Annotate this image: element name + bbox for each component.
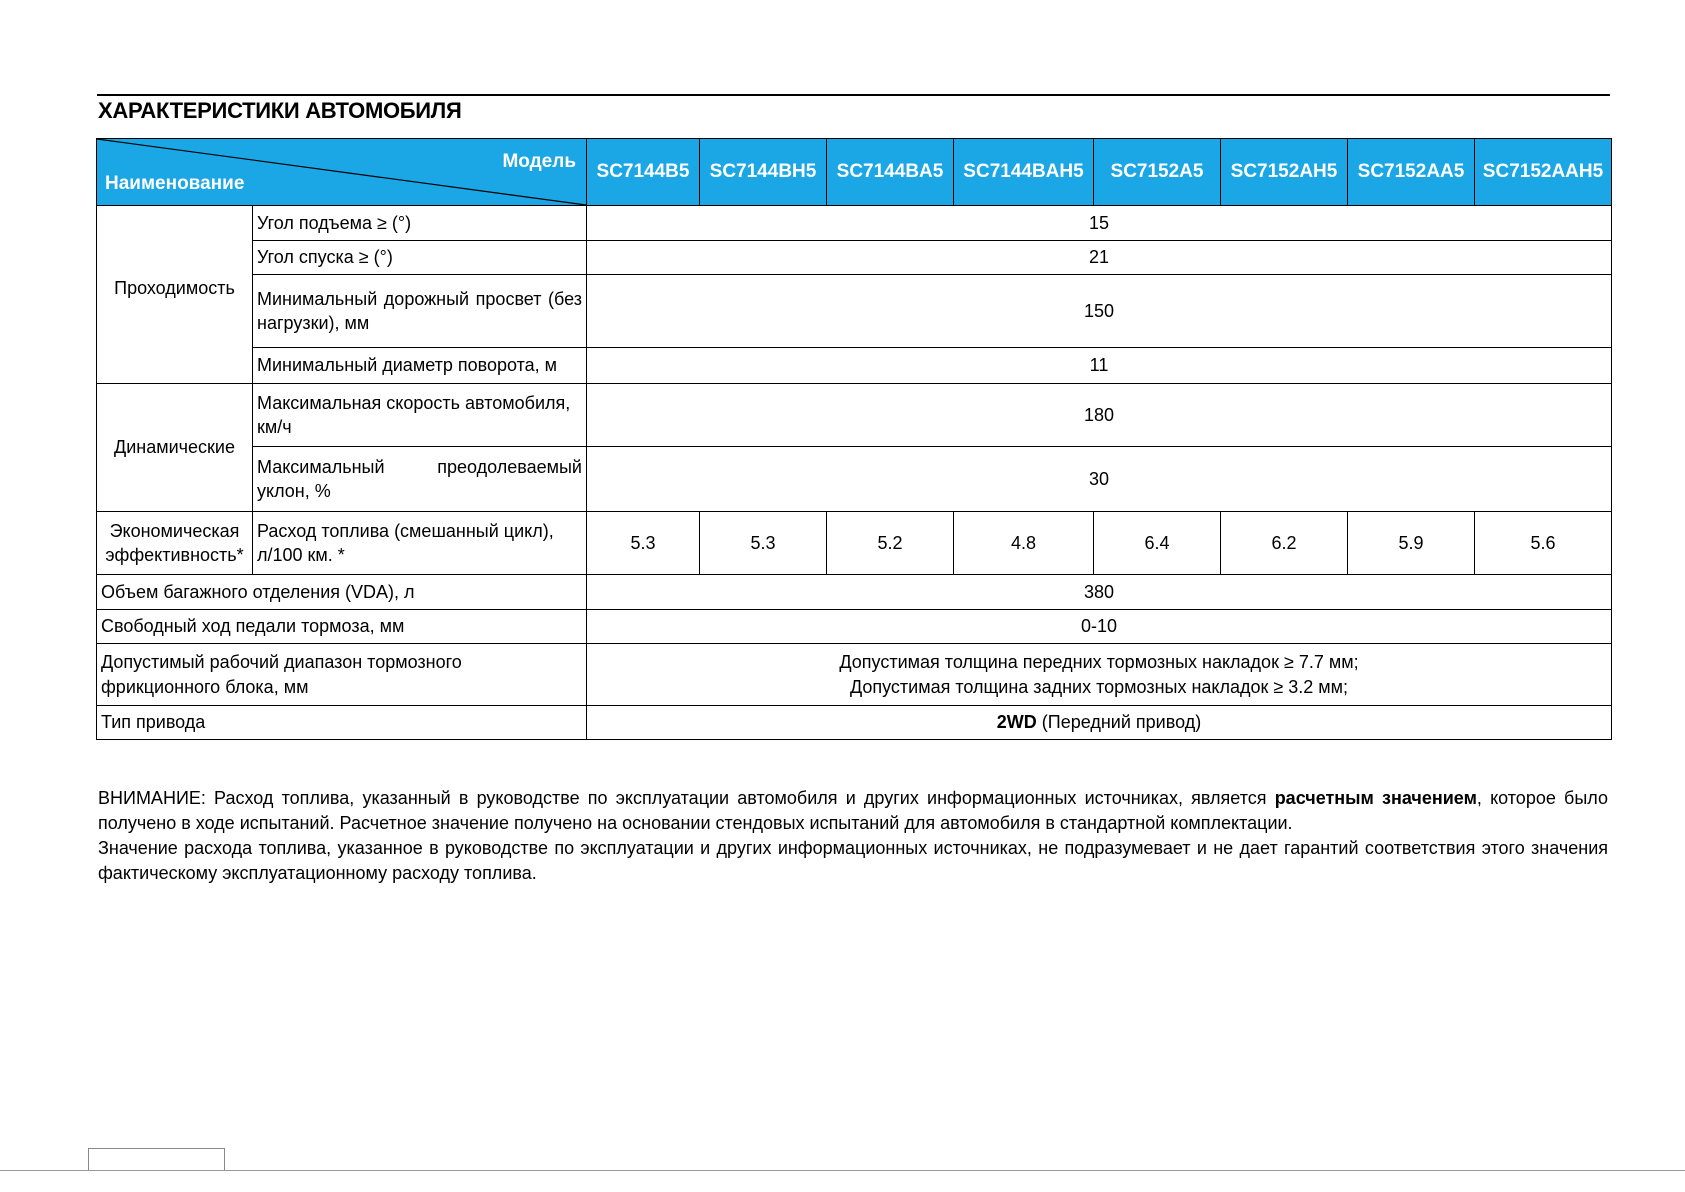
row-label: Минимальный дорожный просвет (без нагрузки), мм <box>253 275 587 348</box>
model-header: SC7152AAH5 <box>1475 139 1612 206</box>
fuel-value: 5.3 <box>700 512 827 575</box>
row-label: Допустимый рабочий диапазон тормозного фрикционного блока, мм <box>97 644 587 706</box>
row-label: Свободный ход педали тормоза, мм <box>97 610 587 644</box>
name-label: Наименование <box>105 173 245 195</box>
table-row <box>97 206 1612 241</box>
fuel-value: 5.3 <box>587 512 700 575</box>
attention-note <box>98 786 1608 886</box>
brake-front-text: Допустимая толщина передних тормозных накладок ≥ 7.7 мм; <box>839 652 1359 673</box>
brake-rear-text: Допустимая толщина задних тормозных накладок ≥ 3.2 мм; <box>849 676 1349 697</box>
header-diagonal-cell <box>97 139 587 206</box>
footer-rule <box>0 1170 1685 1171</box>
fuel-value: 6.4 <box>1094 512 1221 575</box>
row-value: 150 <box>587 275 1612 348</box>
row-value: 0-10 <box>587 610 1612 644</box>
table-row <box>97 348 1612 384</box>
table-row <box>97 447 1612 512</box>
fuel-value: 5.9 <box>1348 512 1475 575</box>
row-label: Объем багажного отделения (VDA), л <box>97 575 587 610</box>
row-label: Максимальная скорость автомобиля, км/ч <box>253 384 587 447</box>
row-value: 30 <box>587 447 1612 512</box>
row-label: Минимальный диаметр поворота, м <box>253 348 587 384</box>
note-bold: расчетным значением <box>1274 788 1477 808</box>
row-value: 15 <box>587 206 1612 241</box>
row-label: Угол подъема ≥ (°) <box>253 206 587 241</box>
row-value <box>587 706 1612 740</box>
row-value: 21 <box>587 241 1612 275</box>
fuel-value: 6.2 <box>1221 512 1348 575</box>
table-row <box>97 706 1612 740</box>
spec-table <box>96 138 1612 740</box>
model-header: SC7144B5 <box>587 139 700 206</box>
table-row <box>97 610 1612 644</box>
model-header: SC7144BA5 <box>827 139 954 206</box>
row-label: Максимальный преодолеваемый уклон, % <box>253 447 587 512</box>
table-row <box>97 384 1612 447</box>
note-paragraph-2: Значение расхода топлива, указанное в руководстве по эксплуатации и других информационных источниках, не подразумевает и не дает гарантий соответствия этого значения фактическому эксплуатационному расходу топлива. <box>98 838 1608 883</box>
model-header: SC7144BAH5 <box>954 139 1094 206</box>
group-economy: Экономическая эффективность* <box>97 512 253 575</box>
fuel-value: 5.6 <box>1475 512 1612 575</box>
group-dynamic: Динамические <box>97 384 253 512</box>
model-header: SC7152AA5 <box>1348 139 1475 206</box>
group-passability: Проходимость <box>97 206 253 384</box>
drive-bold: 2WD <box>996 712 1037 733</box>
top-rule <box>97 94 1610 96</box>
model-header: SC7152AH5 <box>1221 139 1348 206</box>
table-row <box>97 275 1612 348</box>
table-row <box>97 241 1612 275</box>
table-header-row <box>97 139 1612 206</box>
row-label: Угол спуска ≥ (°) <box>253 241 587 275</box>
row-value: 11 <box>587 348 1612 384</box>
note-text: , которое было получено в ходе испытаний. Расчетное значение получено на основании стендовых испытаний для автомобиля в стандартной комплектации. <box>98 788 1608 833</box>
table-row <box>97 512 1612 575</box>
fuel-value: 4.8 <box>954 512 1094 575</box>
row-value: 180 <box>587 384 1612 447</box>
row-label: Тип привода <box>97 706 587 740</box>
note-paragraph-1 <box>98 786 1608 836</box>
note-text: ВНИМАНИЕ: Расход топлива, указанный в руководстве по эксплуатации автомобиля и других информационных источниках, является <box>98 788 1275 808</box>
row-label: Расход топлива (смешанный цикл), л/100 км. * <box>253 512 587 575</box>
drive-rest: (Передний привод) <box>1036 712 1202 733</box>
row-value: 380 <box>587 575 1612 610</box>
page-number-tab <box>88 1148 225 1171</box>
model-header: SC7144BH5 <box>700 139 827 206</box>
table-row <box>97 644 1612 706</box>
page-title: ХАРАКТЕРИСТИКИ АВТОМОБИЛЯ <box>98 98 462 123</box>
fuel-value: 5.2 <box>827 512 954 575</box>
model-header: SC7152A5 <box>1094 139 1221 206</box>
row-value-multiline <box>587 644 1612 706</box>
model-label: Модель <box>502 151 576 172</box>
table-row <box>97 575 1612 610</box>
